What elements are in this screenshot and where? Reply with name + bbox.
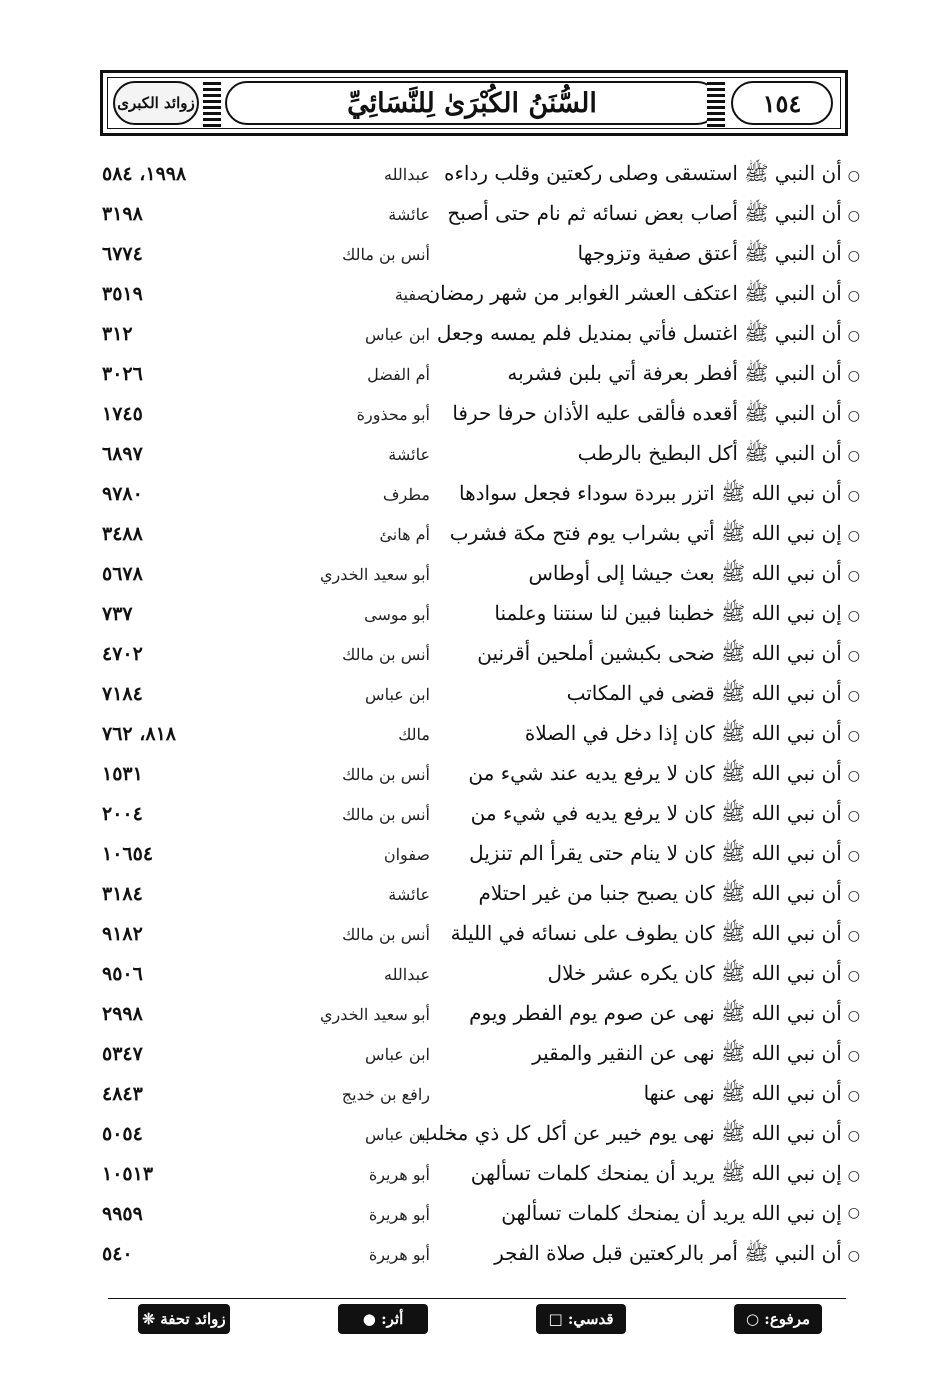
narrator-name: عبدالله — [384, 965, 430, 984]
hadith-text — [447, 201, 860, 230]
hadith-number: ٦٧٧٤ — [102, 243, 143, 265]
hadith-text-label: أن نبي الله ﷺ نهى عن صوم يوم الفطر ويوم — [469, 1001, 842, 1025]
list-item — [100, 1157, 860, 1197]
marfu-marker-icon: ○ — [847, 1047, 860, 1064]
hadith-number: ٤٧٠٢ — [102, 643, 143, 665]
marfu-marker-icon: ○ — [847, 647, 860, 664]
hadith-number: ٢٠٠٤ — [102, 803, 143, 825]
hadith-number: ٩٧٨٠ — [102, 483, 143, 505]
narrator-name: أنس بن مالك — [342, 925, 430, 944]
list-item — [100, 797, 860, 837]
list-item — [100, 637, 860, 677]
hadith-text — [451, 921, 860, 950]
list-item — [100, 717, 860, 757]
marfu-marker-icon: ○ — [847, 567, 860, 584]
hadith-number: ١٠٦٥٤ — [102, 843, 154, 865]
narrator-name: صفوان — [383, 845, 430, 864]
narrator-name: أبو هريرة — [368, 1245, 430, 1264]
narrator-name: عائشة — [388, 205, 430, 224]
narrator-name: صفية — [394, 285, 430, 304]
hadith-text-label: إن نبي الله ﷺ يريد أن يمنحك كلمات تسألهن — [470, 1161, 842, 1185]
narrator-name: أنس بن مالك — [342, 645, 430, 664]
hadith-text-label: أن نبي الله ﷺ كان يكره عشر خلال — [547, 961, 842, 985]
hadith-text — [471, 1161, 860, 1190]
marfu-marker-icon: ○ — [847, 367, 860, 384]
hadith-text — [567, 681, 860, 710]
narrator-name: أبو هريرة — [368, 1165, 430, 1184]
ornament-right — [707, 79, 725, 127]
list-item — [100, 597, 860, 637]
hadith-text — [578, 441, 860, 470]
header-logo-cartouche — [113, 81, 199, 125]
narrator-name: أبو سعيد الخدري — [320, 565, 430, 584]
narrator-name: ابن عباس — [365, 325, 430, 344]
narrator-name: أبو هريرة — [368, 1205, 430, 1224]
hadith-text-label: أن نبي الله ﷺ اتزر ببردة سوداء فجعل سوادها — [458, 481, 842, 505]
list-item — [100, 197, 860, 237]
marfu-marker-icon: ○ — [847, 1007, 860, 1024]
marfu-marker-icon: ○ — [847, 927, 860, 944]
hadith-text — [418, 1121, 860, 1150]
list-item — [100, 477, 860, 517]
marfu-marker-icon: ○ — [847, 727, 860, 744]
hadith-text — [507, 361, 860, 390]
narrator-name: مطرف — [382, 485, 430, 504]
hadith-text-label: إن نبي الله يريد أن يمنحك كلمات تسألهن — [501, 1201, 842, 1225]
hadith-text-label: أن نبي الله ﷺ نهى عن النقير والمقير — [532, 1041, 842, 1065]
list-item — [100, 1117, 860, 1157]
hadith-number: ٣٠٢٦ — [102, 363, 143, 385]
legend-athar: أثر: ● — [338, 1304, 428, 1334]
hadith-text-label: أن النبي ﷺ استسقى وصلى ركعتين وقلب رداءه — [443, 161, 842, 185]
marfu-marker-icon: ○ — [847, 1205, 860, 1221]
marfu-marker-icon: ○ — [847, 1127, 860, 1144]
list-item — [100, 997, 860, 1037]
list-item — [100, 1077, 860, 1117]
list-item — [100, 1037, 860, 1077]
hadith-text — [469, 1001, 860, 1030]
legend-marfu: مرفوع: ○ — [734, 1304, 822, 1334]
list-item — [100, 837, 860, 877]
narrator-name: عائشة — [388, 885, 430, 904]
page-number-cartouche — [731, 81, 833, 125]
hadith-text-label: أن نبي الله ﷺ ضحى بكبشين أملحين أقرنين — [477, 641, 842, 665]
hadith-text — [477, 641, 860, 670]
hadith-text-label: أن نبي الله ﷺ كان إذا دخل في الصلاة — [524, 721, 842, 745]
marfu-marker-icon: ○ — [847, 847, 860, 864]
list-item — [100, 757, 860, 797]
hadith-text-label: أن النبي ﷺ أكل البطيخ بالرطب — [577, 441, 842, 465]
hadith-number: ١٥٣١ — [102, 763, 143, 785]
narrator-name: أبو سعيد الخدري — [320, 1005, 430, 1024]
hadith-text-label: أن نبي الله ﷺ كان يطوف على نسائه في الليلة — [450, 921, 842, 945]
hadith-text — [471, 801, 860, 830]
narrator-name: أبو محذورة — [356, 405, 430, 424]
hadith-text — [528, 561, 860, 590]
hadith-text-label: أن نبي الله ﷺ كان لا يرفع يديه في شيء من — [470, 801, 842, 825]
hadith-number: ٧١٨٤ — [102, 683, 143, 705]
hadith-text — [532, 1041, 860, 1070]
marfu-marker-icon: ○ — [847, 687, 860, 704]
marfu-marker-icon: ○ — [847, 287, 860, 304]
hadith-text — [468, 761, 860, 790]
legend-qudsi: قدسي: □ — [536, 1304, 626, 1334]
hadith-number: ٣٤٨٨ — [102, 523, 143, 545]
hadith-text — [578, 241, 860, 270]
header-title-cartouche — [225, 81, 719, 125]
hadith-number: ٣١٢ — [102, 323, 133, 345]
hadith-text — [469, 841, 860, 870]
hadith-text-label: أن نبي الله ﷺ نهى عنها — [643, 1081, 842, 1105]
narrator-name: رافع بن خديج — [341, 1085, 430, 1104]
list-item — [100, 397, 860, 437]
hadith-text — [644, 1081, 860, 1110]
hadith-text — [444, 161, 860, 190]
hadith-text — [437, 321, 860, 350]
hadith-number: ٩١٨٢ — [102, 923, 143, 945]
hadith-text — [452, 401, 860, 430]
hadith-number: ٣١٨٤ — [102, 883, 143, 905]
marfu-marker-icon: ○ — [847, 487, 860, 504]
list-item — [100, 237, 860, 277]
book-title: السُّنَنُ الكُبْرَىٰ لِلنَّسَائِيِّ — [347, 87, 597, 119]
list-item — [100, 917, 860, 957]
narrator-name: أنس بن مالك — [342, 245, 430, 264]
hadith-text — [494, 601, 860, 630]
hadith-text-label: إن نبي الله ﷺ خطبنا فبين لنا سنتنا وعلمنا — [494, 601, 842, 625]
hadith-number: ٥٠٥٤ — [102, 1123, 143, 1145]
hadith-text-label: أن النبي ﷺ أقعده فألقى عليه الأذان حرفا حرفا — [452, 401, 842, 425]
hadith-text-label: أن نبي الله ﷺ كان يصبح جنبا من غير احتلام — [478, 881, 842, 905]
hadith-text — [494, 1241, 860, 1270]
list-item — [100, 1237, 860, 1277]
hadith-text — [425, 281, 860, 310]
hadith-number: ١٠٥١٣ — [102, 1163, 154, 1185]
list-item — [100, 437, 860, 477]
hadith-number: ١٧٤٥ — [102, 403, 143, 425]
list-item — [100, 677, 860, 717]
marfu-marker-icon: ○ — [847, 887, 860, 904]
hadith-text-label: أن النبي ﷺ أصاب بعض نسائه ثم نام حتى أصبح — [447, 201, 842, 225]
page-number: ١٥٤ — [762, 88, 802, 118]
hadith-number: ٦٨٩٧ — [102, 443, 143, 465]
narrator-name: أم الفضل — [367, 365, 430, 384]
hadith-number: ٨١٨، ٧٦٢ — [102, 723, 176, 745]
marfu-marker-icon: ○ — [847, 207, 860, 224]
list-item — [100, 517, 860, 557]
marfu-marker-icon: ○ — [847, 1167, 860, 1184]
hadith-text — [459, 481, 860, 510]
narrator-name: أنس بن مالك — [342, 765, 430, 784]
marfu-marker-icon: ○ — [847, 327, 860, 344]
hadith-number: ٩٩٥٩ — [102, 1203, 143, 1225]
list-item — [100, 557, 860, 597]
hadith-text-label: أن نبي الله ﷺ نهى يوم خيبر عن أكل كل ذي مخلب — [418, 1121, 842, 1145]
marfu-marker-icon: ○ — [847, 607, 860, 624]
marfu-marker-icon: ○ — [847, 967, 860, 984]
hadith-text — [478, 881, 860, 910]
marfu-marker-icon: ○ — [847, 1087, 860, 1104]
hadith-text-label: إن نبي الله ﷺ أتي بشراب يوم فتح مكة فشرب — [449, 521, 842, 545]
list-item — [100, 1197, 860, 1237]
list-item — [100, 277, 860, 317]
hadith-number: ٧٣٧ — [102, 603, 133, 625]
marfu-marker-icon: ○ — [847, 527, 860, 544]
hadith-text-label: أن نبي الله ﷺ كان لا يرفع يديه عند شيء من — [468, 761, 842, 785]
hadith-number: ٥٤٠ — [102, 1243, 133, 1265]
narrator-name: أم هانئ — [379, 525, 430, 544]
marfu-marker-icon: ○ — [847, 767, 860, 784]
hadith-text — [501, 1201, 860, 1225]
narrator-name: عائشة — [388, 445, 430, 464]
list-item — [100, 957, 860, 997]
marfu-marker-icon: ○ — [847, 247, 860, 264]
header-logo: زوائد الكبرى — [117, 94, 195, 112]
narrator-name: ابن عباس — [365, 1125, 430, 1144]
list-item — [100, 317, 860, 357]
marfu-marker-icon: ○ — [847, 1247, 860, 1264]
hadith-number: ٣٥١٩ — [102, 283, 143, 305]
legend-zawaid: زوائد تحفة ❊ — [138, 1304, 230, 1334]
marfu-marker-icon: ○ — [847, 807, 860, 824]
hadith-text — [450, 521, 860, 550]
hadith-number: ١٩٩٨، ٥٨٤ — [102, 163, 187, 185]
narrator-name: ابن عباس — [365, 685, 430, 704]
hadith-text-label: أن النبي ﷺ أفطر بعرفة أتي بلبن فشربه — [507, 361, 842, 385]
hadith-number: ٥٣٤٧ — [102, 1043, 143, 1065]
hadith-text-label: أن نبي الله ﷺ كان لا ينام حتى يقرأ الم تنزيل — [469, 841, 842, 865]
hadith-text-label: أن نبي الله ﷺ بعث جيشا إلى أوطاس — [528, 561, 842, 585]
hadith-text — [525, 721, 860, 750]
list-item — [100, 877, 860, 917]
hadith-index-list — [100, 157, 860, 1277]
hadith-text-label: أن النبي ﷺ اغتسل فأتي بمنديل فلم يمسه وجعل — [436, 321, 842, 345]
narrator-name: ابن عباس — [365, 1045, 430, 1064]
hadith-number: ٤٨٤٣ — [102, 1083, 143, 1105]
narrator-name: مالك — [398, 725, 430, 744]
page-header — [100, 70, 848, 136]
hadith-number: ٩٥٠٦ — [102, 963, 143, 985]
hadith-text-label: أن نبي الله ﷺ قضى في المكاتب — [566, 681, 842, 705]
list-item — [100, 357, 860, 397]
footer-rule — [108, 1298, 846, 1299]
hadith-text-label: أن النبي ﷺ أمر بالركعتين قبل صلاة الفجر — [494, 1241, 842, 1265]
marfu-marker-icon: ○ — [847, 407, 860, 424]
hadith-text — [548, 961, 860, 990]
marfu-marker-icon: ○ — [847, 167, 860, 184]
ornament-left — [203, 79, 221, 127]
marfu-marker-icon: ○ — [847, 447, 860, 464]
list-item — [100, 157, 860, 197]
hadith-number: ٢٩٩٨ — [102, 1003, 143, 1025]
hadith-number: ٥٦٧٨ — [102, 563, 143, 585]
hadith-number: ٣١٩٨ — [102, 203, 143, 225]
narrator-name: عبدالله — [384, 165, 430, 184]
narrator-name: أبو موسى — [364, 605, 430, 624]
hadith-text-label: أن النبي ﷺ أعتق صفية وتزوجها — [577, 241, 842, 265]
hadith-text-label: أن النبي ﷺ اعتكف العشر الغوابر من شهر رمضان — [425, 281, 842, 305]
narrator-name: أنس بن مالك — [342, 805, 430, 824]
